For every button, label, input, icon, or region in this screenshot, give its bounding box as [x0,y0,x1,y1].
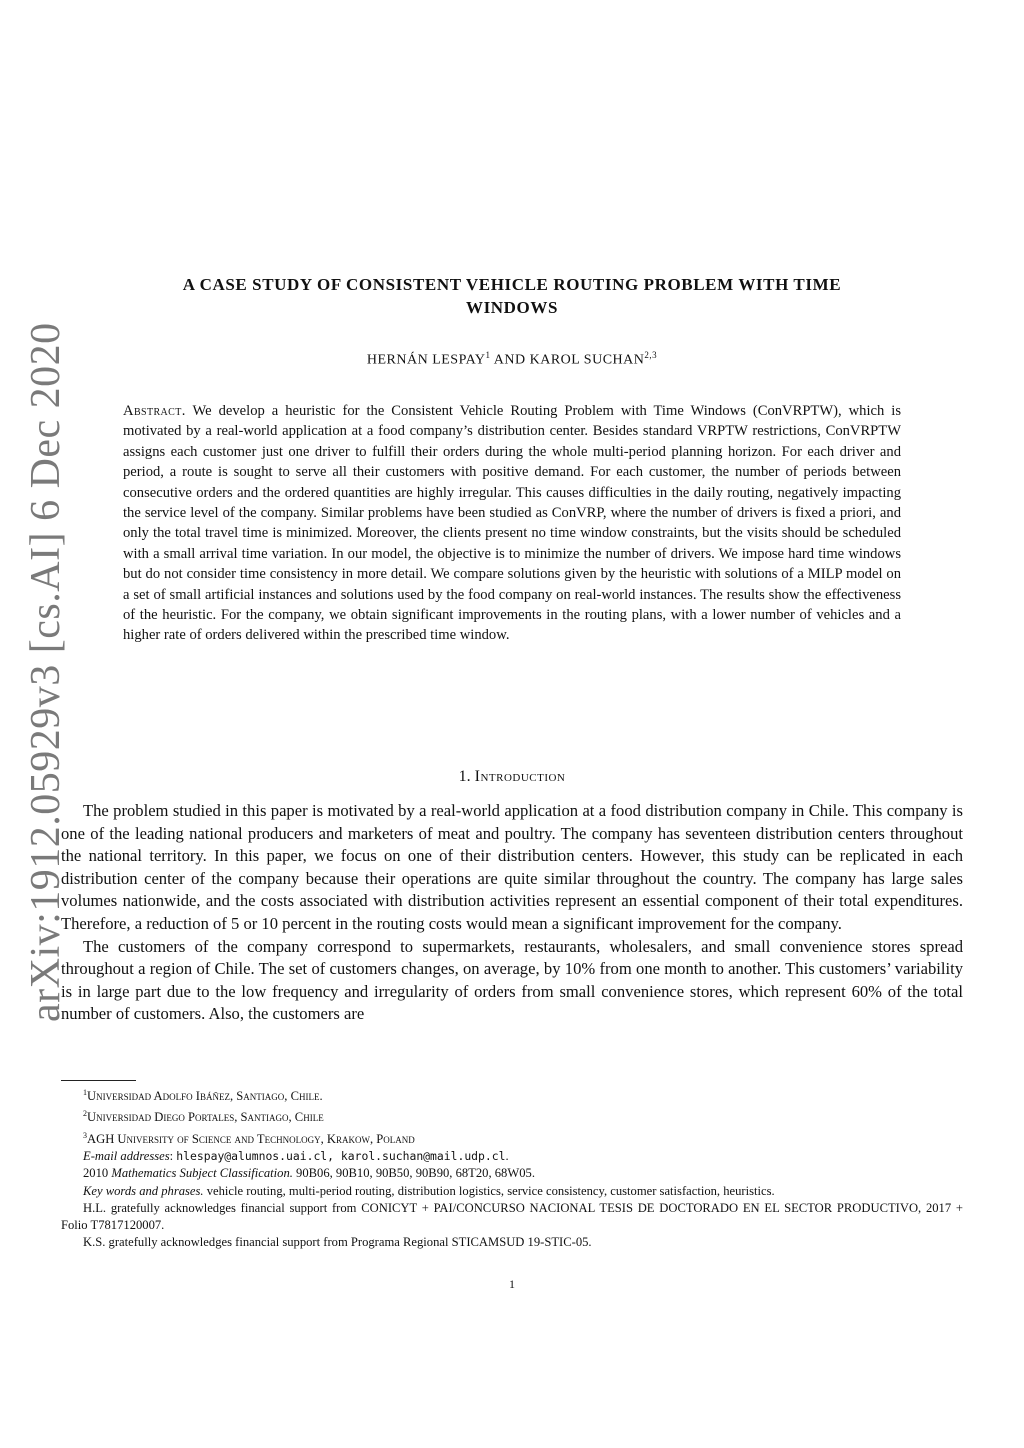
email-addresses: hlespay@alumnos.uai.cl, karol.suchan@mail.udp.cl [176,1149,506,1164]
author-conjunction: AND [493,352,526,368]
section-heading-introduction [60,768,964,786]
page-number: 1 [509,1277,515,1291]
footnote-acknowledgement-hl: H.L. gratefully acknowledges financial support from CONICYT + PAI/CONCURSO NACIONAL TESIS DE DOCTORADO EN EL SECTOR PRODUCTIVO, 2017 + Folio T7817120007. [61,1200,963,1232]
msc-label: Mathematics Subject Classification. [111,1166,293,1181]
introduction-body [61,800,963,1026]
abstract-label: Abstract. [123,403,186,419]
author-affiliation-mark: 1 [485,350,491,360]
affiliation-text: Universidad Adolfo Ibáñez, Santiago, Chile. [87,1089,323,1104]
abstract-text: We develop a heuristic for the Consistent Vehicle Routing Problem with Time Windows (ConVRPTW), which is motivated by a real-world application at a food company’s distribution center. Besides standard VRPTW restrictions, ConVRPTW assigns each customer just one driver to fulfill their orders during the whole multi-period planning horizon. For each driver and period, a route is sought to serve all their customers with positive demand. For each customer, the number of periods between consecutive orders and the ordered quantities are highly irregular. This causes difficulties in the daily routing, negatively impacting the service level of the company. Similar problems have been studied as ConVRP, where the number of drivers is fixed a priori, and only the total travel time is minimized. Moreover, the clients present no time window constraints, but the visits should be scheduled with a small arrival time variation. In our model, the objective is to minimize the number of drivers. We impose hard time windows but do not consider time consistency in more detail. We compare solutions given by the heuristic with solutions of a MILP model on a set of small artificial instances and solutions used by the food company on real-world instances. The results show the effectiveness of the heuristic. For the company, we obtain significant improvements in the routing plans, with a lower number of vehicles and a higher rate of orders delivered within the prescribed time window. [123,403,901,644]
arxiv-identifier-stamp: arXiv:1912.05929v3 [cs.AI] 6 Dec 2020 [23,322,69,1022]
keywords-label: Key words and phrases. [83,1183,204,1198]
footnote-mark: 1 [83,1088,87,1097]
abstract [123,401,901,646]
footnote-affiliation-1 [61,1084,963,1105]
footnote-mark: 2 [83,1109,87,1119]
affiliation-text: Universidad Diego Portales, Santiago, Chile [87,1110,324,1125]
email-end: . [505,1149,509,1164]
section-number: 1. [458,768,471,785]
title-line-2: WINDOWS [465,298,559,317]
email-separator: : [169,1149,174,1164]
footnote-keywords [61,1183,963,1200]
author-list [60,350,964,369]
footnote-affiliation-2 [61,1105,963,1126]
footnote-emails [61,1148,963,1165]
section-title: Introduction [474,768,566,785]
paragraph: The customers of the company correspond to supermarkets, restaurants, wholesalers, and small convenience stores spread throughout a region of Chile. The set of customers changes, on average, by 10% from one month to another. This customers’ variability is in large part due to the low frequency and irregularity of orders from small convenience stores, which represent 60% of the total number of customers. Also, the customers are [61,936,963,1024]
affiliation-text: AGH University of Science and Technology, Krakow, Poland [87,1131,415,1146]
title-line-1: A CASE STUDY OF CONSISTENT VEHICLE ROUTING PROBLEM WITH TIME [182,275,842,294]
email-label: E-mail addresses [83,1149,170,1164]
footnote-msc [61,1165,963,1182]
footnotes [61,1084,963,1251]
keywords-text: vehicle routing, multi-period routing, distribution logistics, service consistency, customer satisfaction, heuristics. [206,1183,775,1198]
author-name-lespay: HERNÁN LESPAY [366,352,486,368]
author-name-suchan: KAROL SUCHAN [529,352,645,368]
msc-year: 2010 [83,1166,109,1181]
paper-title [60,273,964,319]
footnote-affiliation-3 [61,1127,963,1148]
footnote-mark: 3 [83,1130,87,1140]
paragraph: The problem studied in this paper is motivated by a real-world application at a food distribution company in Chile. This company is one of the leading national producers and marketers of meat and poultry. The company has seventeen distribution centers throughout the national territory. In this paper, we focus on one of their distribution centers. However, this study can be replicated in each distribution center of the company because their operations are quite similar throughout the country. The company has large sales volumes nationwide, and the costs associated with distribution activities represent an essential component of their total expenditures. Therefore, a reduction of 5 or 10 percent in the routing costs would mean a significant improvement for the company. [61,801,963,933]
msc-codes: 90B06, 90B10, 90B50, 90B90, 68T20, 68W05. [296,1166,535,1181]
footnote-acknowledgement-ks: K.S. gratefully acknowledges financial support from Programa Regional STICAMSUD 19-STIC-05. [83,1235,592,1250]
footnote-divider [61,1080,136,1081]
author-affiliation-mark: 2,3 [644,350,658,360]
